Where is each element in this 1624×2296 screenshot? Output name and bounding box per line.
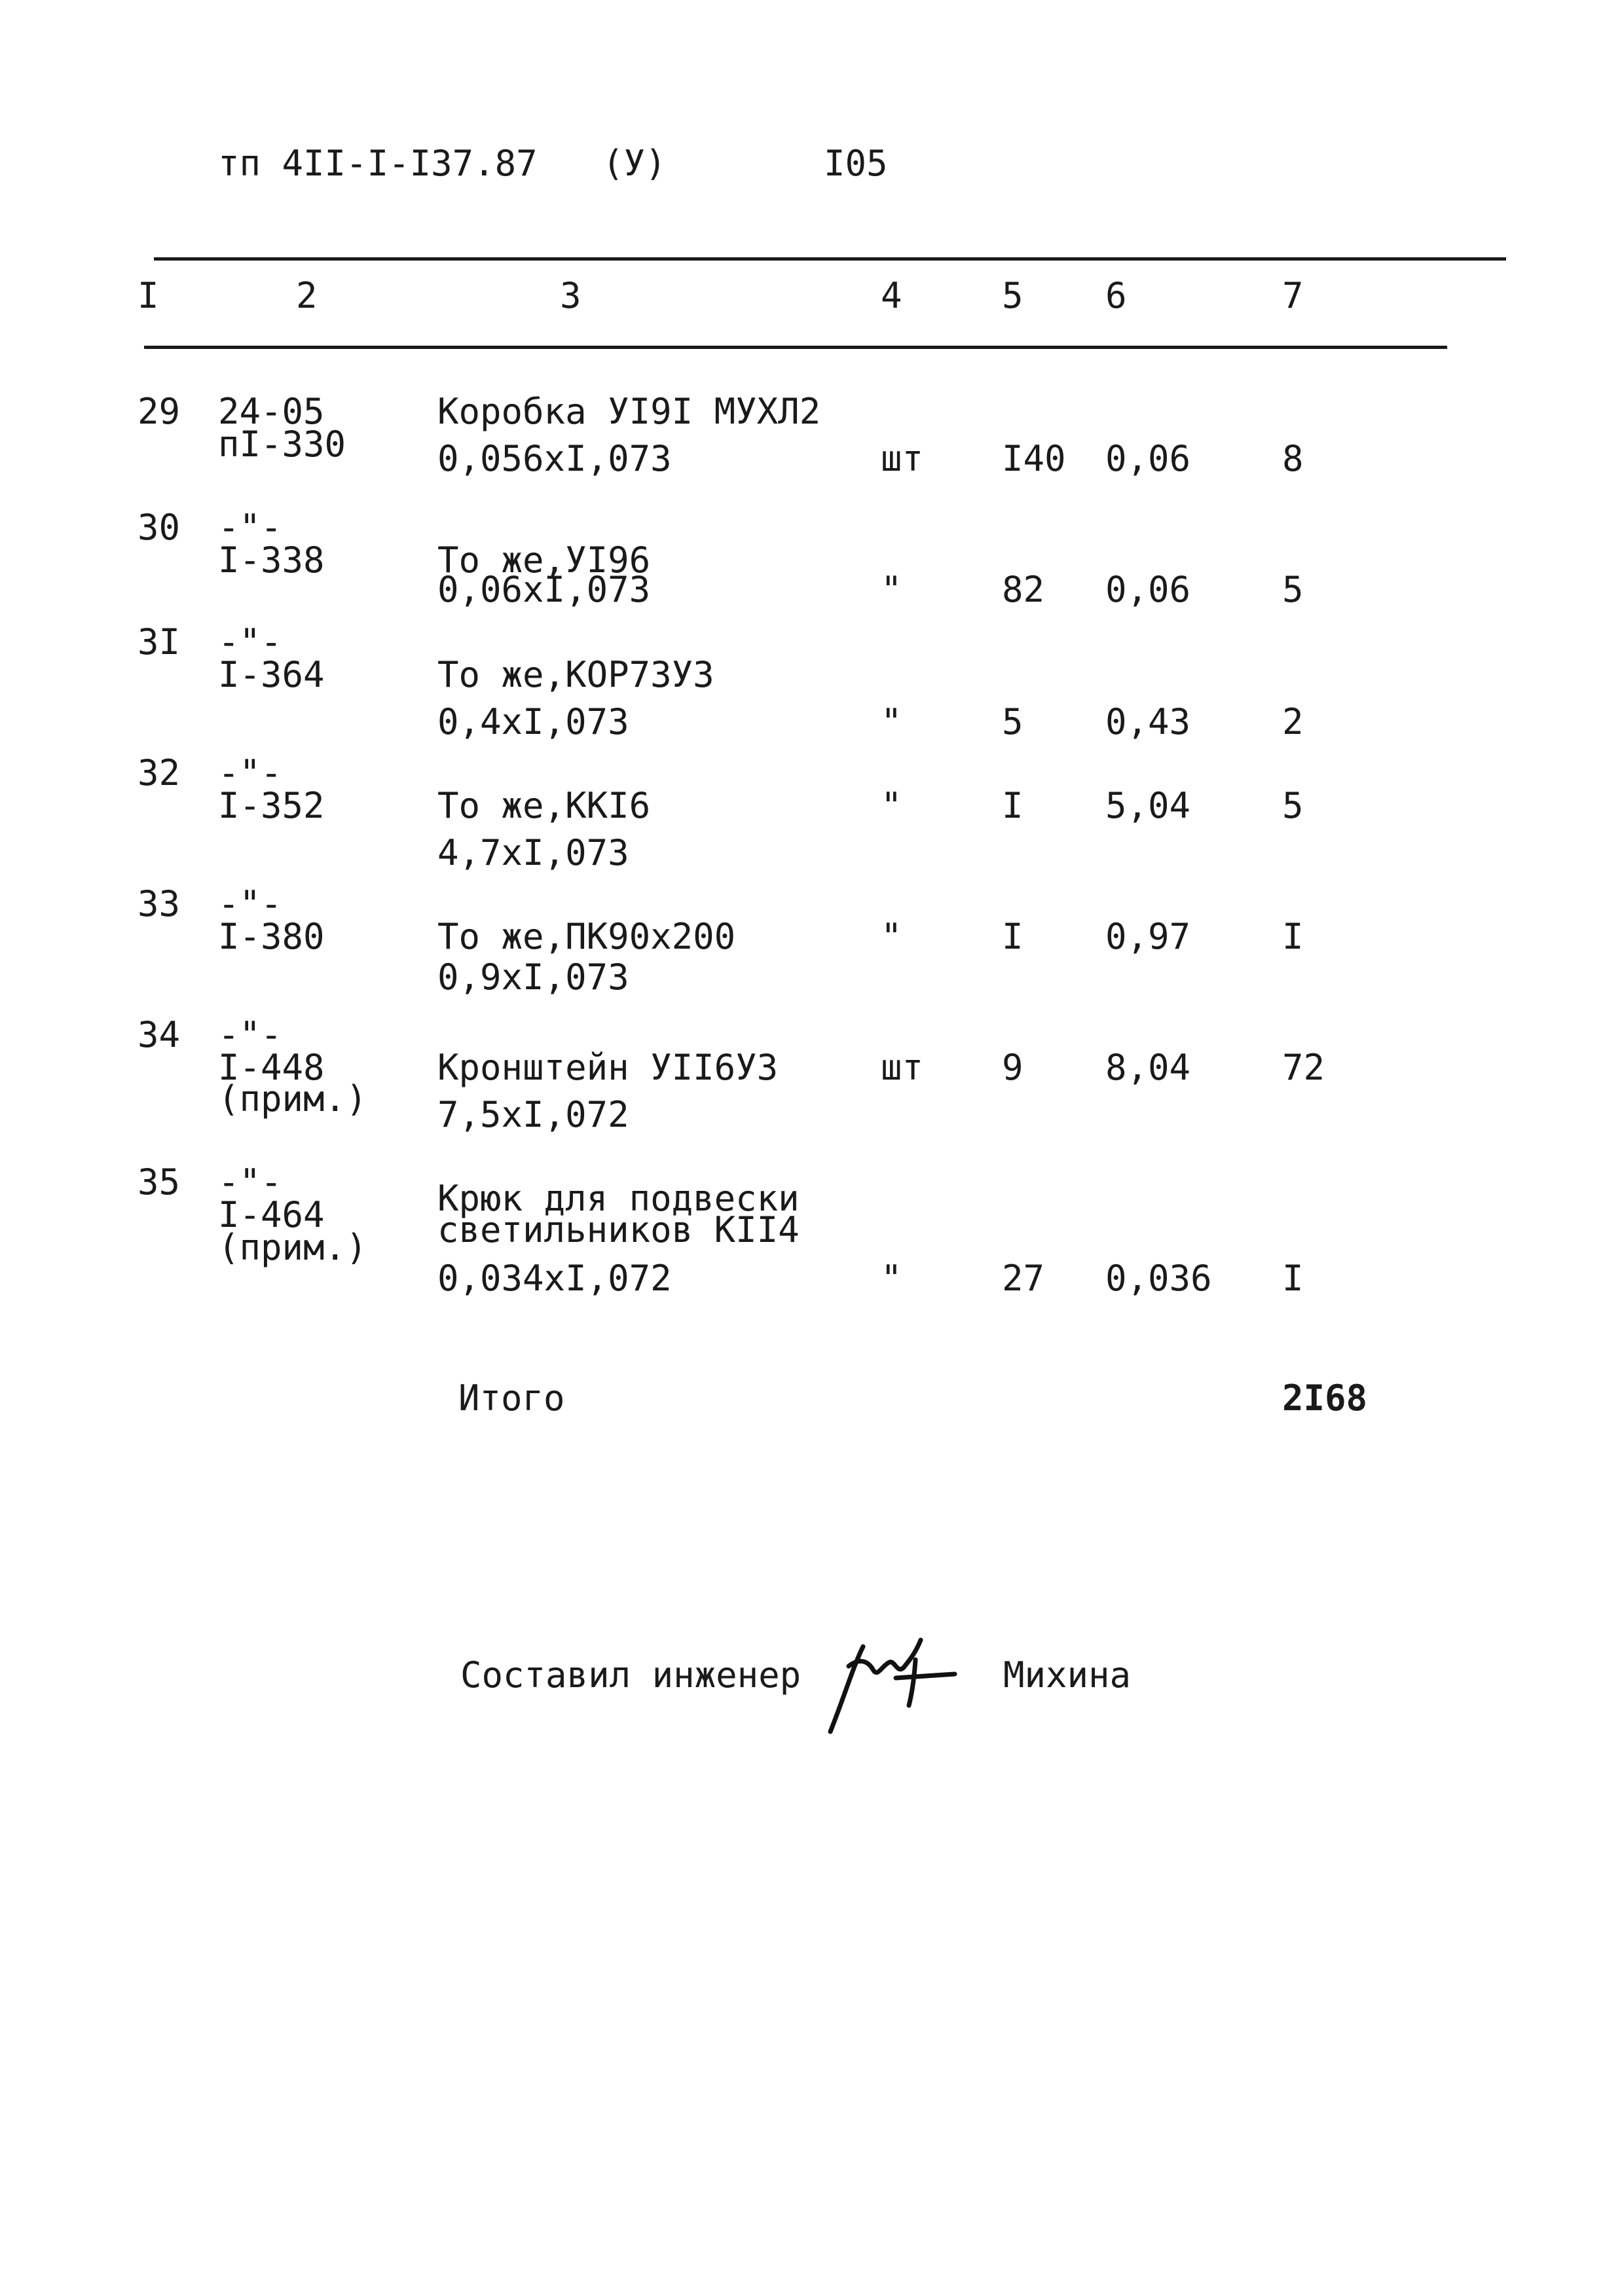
row-number: 35	[138, 1161, 181, 1203]
unit-mass: 0,06	[1105, 569, 1191, 610]
column-number-5: 5	[1002, 275, 1024, 316]
total-mass: I	[1282, 916, 1304, 957]
reference-code: I-352	[218, 785, 325, 826]
reference-code: -"-	[218, 752, 282, 793]
unit-mass: 0,97	[1105, 916, 1191, 957]
column-number-6: 6	[1105, 275, 1127, 316]
item-description: Крюк для подвески	[437, 1178, 800, 1219]
handwritten-signature	[817, 1620, 961, 1741]
total-value: 2I68	[1282, 1377, 1368, 1419]
item-description: То же,КОР73У3	[437, 654, 714, 695]
item-dimensions: 0,034хI,072	[437, 1258, 672, 1299]
total-mass: 72	[1282, 1047, 1325, 1088]
item-description: То же,УI96	[437, 539, 651, 581]
reference-code: -"-	[218, 621, 282, 663]
unit: "	[881, 1258, 902, 1299]
column-number-7: 7	[1282, 275, 1304, 316]
unit: "	[881, 569, 902, 610]
column-number-3: 3	[560, 275, 581, 316]
item-dimensions: 4,7хI,073	[437, 832, 629, 873]
compiled-by-label: Составил инженер	[460, 1654, 802, 1696]
reference-code: пI-330	[218, 424, 346, 465]
item-dimensions: 7,5хI,072	[437, 1094, 629, 1135]
quantity: 5	[1002, 701, 1024, 742]
table-header-rule	[144, 346, 1447, 349]
reference-code: I-448	[218, 1047, 325, 1088]
reference-code: -"-	[218, 1161, 282, 1203]
quantity: I	[1002, 785, 1024, 826]
total-label: Итого	[458, 1377, 565, 1419]
item-dimensions: 0,9хI,073	[437, 957, 629, 998]
row-number: 33	[138, 883, 181, 924]
item-description: То же,ПК90х200	[437, 916, 736, 957]
reference-code: -"-	[218, 1014, 282, 1055]
reference-code: I-338	[218, 539, 325, 581]
row-number: 3I	[138, 621, 181, 663]
engineer-name: Михина	[1003, 1654, 1132, 1696]
total-mass: 2	[1282, 701, 1304, 742]
item-dimensions: 0,06хI,073	[437, 569, 651, 610]
row-number: 29	[138, 391, 181, 432]
reference-code: I-464	[218, 1194, 325, 1235]
item-description: Кронштейн УII6У3	[437, 1047, 779, 1088]
document-code: тп 4II-I-I37.87	[218, 143, 538, 184]
row-number: 32	[138, 752, 181, 793]
unit-mass: 0,036	[1105, 1258, 1212, 1299]
row-number: 30	[138, 507, 181, 548]
item-description: Коробка УI9I МУХЛ2	[437, 391, 821, 432]
reference-code: 24-05	[218, 391, 325, 432]
unit-mass: 0,43	[1105, 701, 1191, 742]
quantity: I40	[1002, 438, 1066, 479]
unit-mass: 5,04	[1105, 785, 1191, 826]
row-number: 34	[138, 1014, 181, 1055]
reference-code: I-380	[218, 916, 325, 957]
total-mass: 5	[1282, 569, 1304, 610]
quantity: 9	[1002, 1047, 1024, 1088]
reference-note: (прим.)	[218, 1227, 367, 1268]
unit: шт	[881, 1047, 924, 1088]
reference-code: -"-	[218, 507, 282, 548]
item-dimensions: 0,056хI,073	[437, 438, 672, 479]
table-top-rule	[154, 257, 1506, 261]
reference-note: (прим.)	[218, 1078, 367, 1120]
quantity: I	[1002, 916, 1024, 957]
unit: "	[881, 701, 902, 742]
total-mass: 8	[1282, 438, 1304, 479]
page-number: I05	[824, 143, 888, 184]
total-mass: I	[1282, 1258, 1304, 1299]
column-number-4: 4	[881, 275, 902, 316]
quantity: 82	[1002, 569, 1045, 610]
document-variant: (У)	[602, 143, 667, 184]
item-description-continued: светильников КII4	[437, 1209, 800, 1250]
item-description: То же,ККI6	[437, 785, 651, 826]
reference-code: -"-	[218, 883, 282, 924]
column-number-1: I	[138, 275, 159, 316]
unit-mass: 0,06	[1105, 438, 1191, 479]
unit: "	[881, 785, 902, 826]
total-mass: 5	[1282, 785, 1304, 826]
unit: шт	[881, 438, 924, 479]
reference-code: I-364	[218, 654, 325, 695]
item-dimensions: 0,4хI,073	[437, 701, 629, 742]
unit-mass: 8,04	[1105, 1047, 1191, 1088]
column-number-2: 2	[296, 275, 318, 316]
unit: "	[881, 916, 902, 957]
quantity: 27	[1002, 1258, 1045, 1299]
